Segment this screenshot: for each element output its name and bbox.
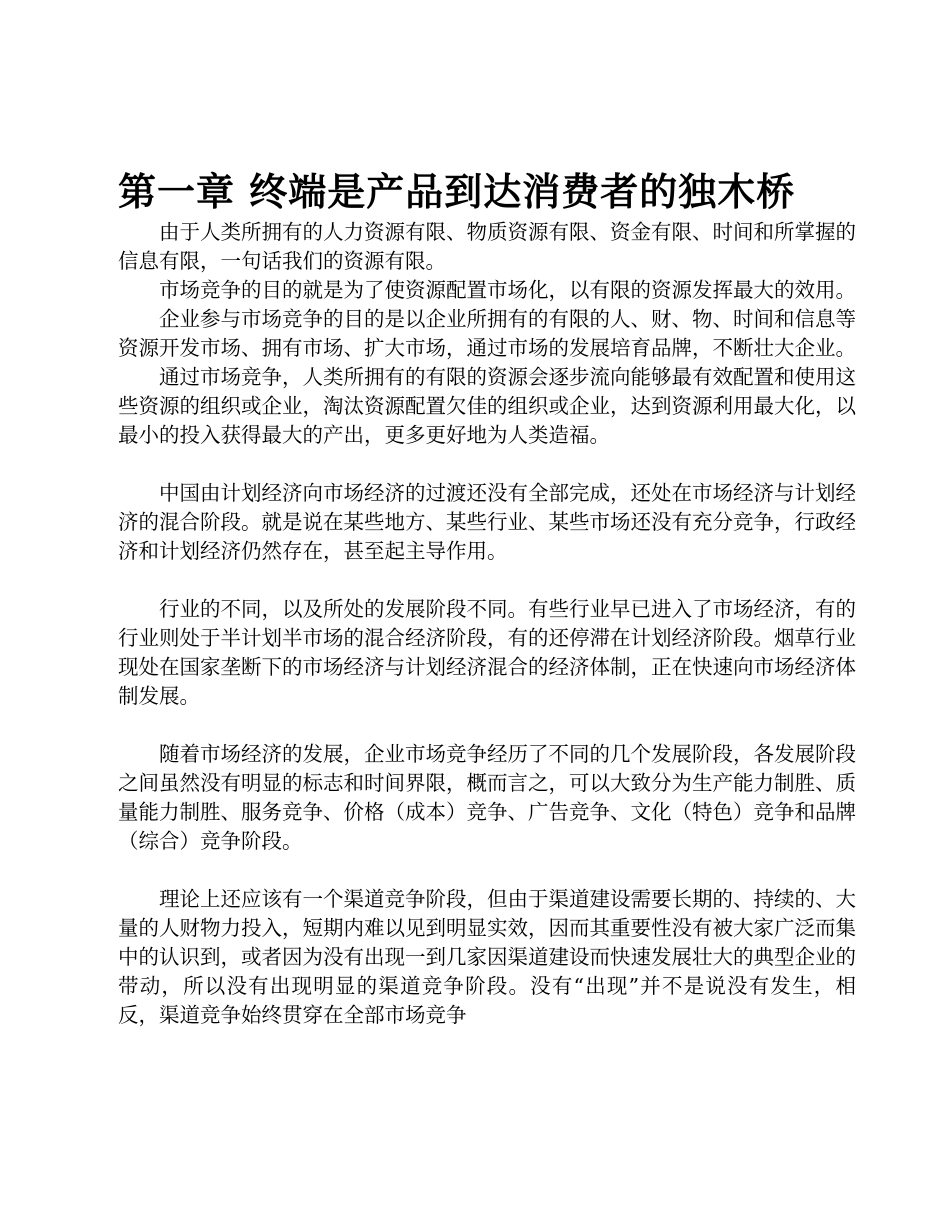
chapter-title: 第一章 终端是产品到达消费者的独木桥 <box>118 170 796 214</box>
paragraph: 通过市场竞争，人类所拥有的有限的资源会逐步流向能够最有效配置和使用这些资源的组织或企业，淘汰资源配置欠佳的组织或企业，达到资源利用最大化，以最小的投入获得最大的产出，更多更好地为人类造福。 <box>118 365 856 447</box>
paragraph: 理论上还应该有一个渠道竞争阶段，但由于渠道建设需要长期的、持续的、大量的人财物力投入，短期内难以见到明显实效，因而其重要性没有被大家广泛而集中的认识到，或者因为没有出现一到几家因渠道建设而快速发展壮大的典型企业的带动，所以没有出现明显的渠道竞争阶段。没有“出现”并不是说没有发生，相反，渠道竞争始终贯穿在全部市场竞争 <box>118 887 856 1027</box>
paragraph: 市场竞争的目的就是为了使资源配置市场化，以有限的资源发挥最大的效用。 <box>159 278 856 302</box>
paragraph: 随着市场经济的发展，企业市场竞争经历了不同的几个发展阶段，各发展阶段之间虽然没有明显的标志和时间界限，概而言之，可以大致分为生产能力制胜、质量能力制胜、服务竞争、价格（成本）竞争、广告竞争、文化（特色）竞争和品牌（综合）竞争阶段。 <box>118 742 856 853</box>
paragraph: 企业参与市场竞争的目的是以企业所拥有的有限的人、财、物、时间和信息等资源开发市场、拥有市场、扩大市场，通过市场的发展培育品牌，不断壮大企业。 <box>118 307 856 360</box>
paragraph: 行业的不同，以及所处的发展阶段不同。有些行业早已进入了市场经济，有的行业则处于半计划半市场的混合经济阶段，有的还停滞在计划经济阶段。烟草行业现处在国家垄断下的市场经济与计划经济混合的经济体制，正在快速向市场经济体制发展。 <box>118 597 856 708</box>
paragraph: 中国由计划经济向市场经济的过渡还没有全部完成，还处在市场经济与计划经济的混合阶段。就是说在某些地方、某些行业、某些市场还没有充分竞争，行政经济和计划经济仍然存在，甚至起主导作用。 <box>118 481 856 563</box>
document-page <box>118 168 856 1030</box>
paragraph: 由于人类所拥有的人力资源有限、物质资源有限、资金有限、时间和所掌握的信息有限，一句话我们的资源有限。 <box>118 220 856 273</box>
